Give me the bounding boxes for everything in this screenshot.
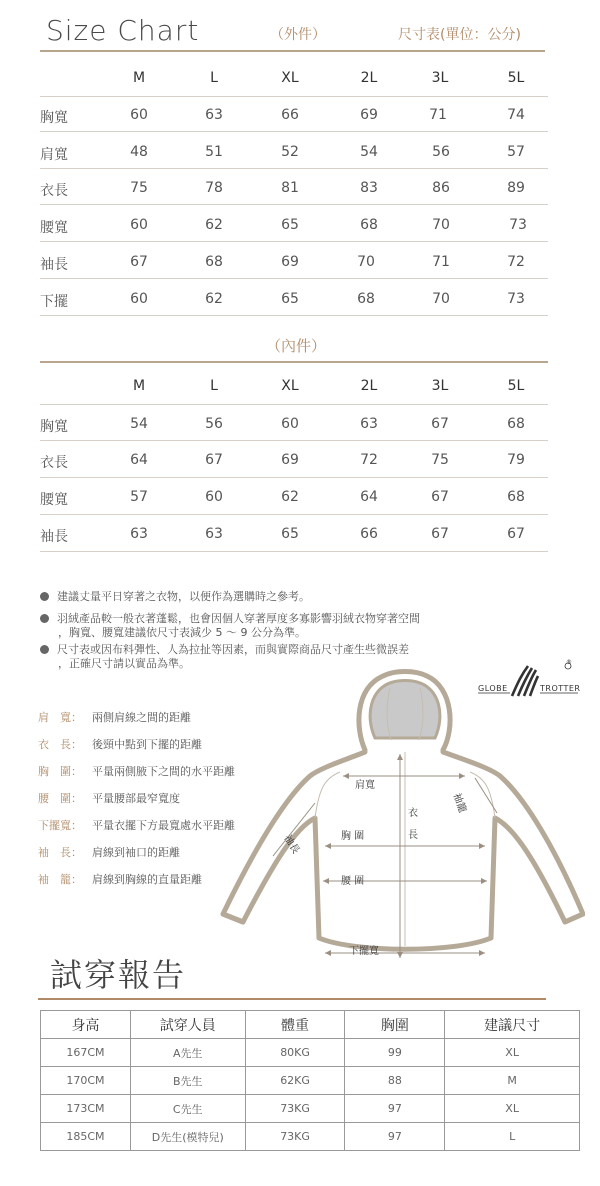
table-cell: B先生 xyxy=(130,1067,245,1095)
table-cell: 63 xyxy=(205,526,223,542)
table-row xyxy=(41,1039,580,1067)
length-label-1: 衣 xyxy=(408,808,418,819)
definition-key: 腰 圍： xyxy=(38,792,82,805)
row-divider xyxy=(40,204,548,205)
table-cell: 70 xyxy=(432,291,450,307)
table-cell: 97 xyxy=(345,1123,445,1151)
definition-item xyxy=(38,844,180,860)
table-cell: A先生 xyxy=(130,1039,245,1067)
table-cell: 71 xyxy=(432,254,450,270)
table-cell: 56 xyxy=(205,416,223,432)
column-header: L xyxy=(210,378,218,394)
table-cell: 173CM xyxy=(41,1095,131,1123)
definition-item xyxy=(38,709,191,725)
hem-width-label: 下擺寬 xyxy=(349,946,379,957)
row-label: 腰寬 xyxy=(40,220,68,236)
table-cell: 64 xyxy=(360,489,378,505)
note-item xyxy=(40,612,420,640)
armhole-label: 袖籠 xyxy=(450,791,468,815)
table-cell: 80KG xyxy=(245,1039,345,1067)
table-row xyxy=(41,1095,580,1123)
table-cell: 51 xyxy=(205,144,223,160)
table-cell: 74 xyxy=(507,107,525,123)
note-text: 建議丈量平日穿著之衣物，以便作為選購時之參考。 xyxy=(57,590,310,603)
table-cell: 68 xyxy=(205,254,223,270)
table-cell: 99 xyxy=(345,1039,445,1067)
table-cell: 62 xyxy=(281,489,299,505)
table-cell: 67 xyxy=(431,416,449,432)
row-divider xyxy=(40,477,548,478)
row-label: 下擺 xyxy=(40,294,68,310)
table-cell: 52 xyxy=(281,144,299,160)
table-row xyxy=(41,1067,580,1095)
table-cell: C先生 xyxy=(130,1095,245,1123)
table-cell: 67 xyxy=(431,526,449,542)
definition-item xyxy=(38,763,235,779)
column-header: 建議尺寸 xyxy=(445,1011,580,1039)
table-cell: 63 xyxy=(130,526,148,542)
bullet-icon xyxy=(40,645,49,654)
table-cell: 69 xyxy=(360,107,378,123)
table-cell: 86 xyxy=(432,180,450,196)
column-header: 試穿人員 xyxy=(130,1011,245,1039)
definition-key: 袖 籠： xyxy=(38,873,82,886)
table-cell: 68 xyxy=(357,291,375,307)
inner-garment-tag: （內件） xyxy=(266,337,327,355)
definition-key: 衣 長： xyxy=(38,738,82,751)
note-text: ，胸寬、腰寬建議依尺寸表減少 5 ～ 9 公分為準。 xyxy=(58,626,306,639)
table-cell: 69 xyxy=(281,254,299,270)
table-cell: 65 xyxy=(281,217,299,233)
definition-key: 胸 圍： xyxy=(38,765,82,778)
definition-item xyxy=(38,790,180,806)
bullet-icon xyxy=(40,592,49,601)
table-cell: 67 xyxy=(431,489,449,505)
row-divider xyxy=(40,404,548,405)
outer-size-table xyxy=(0,0,600,320)
table-cell: 65 xyxy=(281,291,299,307)
table-cell: 62KG xyxy=(245,1067,345,1095)
table-cell: 75 xyxy=(130,180,148,196)
note-item xyxy=(40,590,310,604)
table-cell: 83 xyxy=(360,180,378,196)
column-header: 2L xyxy=(360,378,378,394)
sleeve-length-label: 袖長 xyxy=(281,833,302,856)
row-divider xyxy=(40,551,548,552)
table-cell: 54 xyxy=(130,416,148,432)
column-header: 5L xyxy=(507,378,525,394)
definition-text: 平量衣擺下方最寬處水平距離 xyxy=(92,819,235,832)
definition-key: 下擺寬： xyxy=(38,819,82,832)
table-cell: 57 xyxy=(130,489,148,505)
row-label: 衣長 xyxy=(40,183,68,199)
table-cell: 60 xyxy=(205,489,223,505)
table-cell: 72 xyxy=(360,452,378,468)
note-text: 尺寸表或因布料彈性、人為拉扯等因素，而與實際商品尺寸產生些微誤差 xyxy=(57,643,409,656)
table-cell: 67 xyxy=(130,254,148,270)
length-label-2: 長 xyxy=(408,830,418,841)
definition-item xyxy=(38,736,202,752)
column-header: M xyxy=(132,70,146,86)
table-cell: 167CM xyxy=(41,1039,131,1067)
row-label: 肩寬 xyxy=(40,147,68,163)
table-cell: 60 xyxy=(130,217,148,233)
brand-left-text: GLOBE xyxy=(478,684,508,693)
definition-text: 平量腰部最窄寬度 xyxy=(92,792,180,805)
table-header-row xyxy=(41,1011,580,1039)
column-header: 胸圍 xyxy=(345,1011,445,1039)
definition-text: 兩側肩線之間的距離 xyxy=(92,711,191,724)
row-divider xyxy=(40,278,548,279)
table-cell: 68 xyxy=(507,489,525,505)
column-header: 3L xyxy=(431,70,449,86)
bullet-icon xyxy=(40,614,49,623)
table-cell: XL xyxy=(445,1095,580,1123)
table-cell: 89 xyxy=(507,180,525,196)
table-cell: 75 xyxy=(431,452,449,468)
row-label: 胸寬 xyxy=(40,110,68,126)
row-divider xyxy=(40,440,548,441)
note-text: ，正確尺寸請以實品為準。 xyxy=(58,657,190,670)
table-cell: 73KG xyxy=(245,1123,345,1151)
table-cell: 63 xyxy=(360,416,378,432)
table-row xyxy=(41,1123,580,1151)
table-cell: 56 xyxy=(432,144,450,160)
inner-divider xyxy=(40,361,548,363)
row-divider xyxy=(40,241,548,242)
row-label: 腰寬 xyxy=(40,492,68,508)
table-cell: 67 xyxy=(507,526,525,542)
row-divider xyxy=(40,131,548,132)
column-header: XL xyxy=(281,70,299,86)
table-cell: 97 xyxy=(345,1095,445,1123)
row-label: 衣長 xyxy=(40,455,68,471)
column-header: 身高 xyxy=(41,1011,131,1039)
definition-key: 袖 長： xyxy=(38,846,82,859)
table-cell: 62 xyxy=(205,217,223,233)
trial-report-title: 試穿報告 xyxy=(50,956,187,994)
note-text: 羽絨產品較一般衣著蓬鬆，也會因個人穿著厚度多寡影響羽絨衣物穿著空間 xyxy=(57,612,420,625)
row-divider xyxy=(40,96,548,97)
table-cell: 66 xyxy=(360,526,378,542)
table-cell: 70 xyxy=(357,254,375,270)
table-cell: 72 xyxy=(507,254,525,270)
definition-key: 肩 寬： xyxy=(38,711,82,724)
shoulder-width-label: 肩寬 xyxy=(355,780,375,791)
table-cell: XL xyxy=(445,1039,580,1067)
size-chart-title: Size Chart xyxy=(46,14,200,47)
table-cell: 66 xyxy=(281,107,299,123)
outer-garment-tag: （外件） xyxy=(270,27,326,43)
hooded-jacket-icon xyxy=(215,668,585,968)
definition-text: 肩線到胸線的直量距離 xyxy=(92,873,202,886)
waist-label: 腰 圍 xyxy=(341,876,365,887)
row-divider xyxy=(40,168,548,169)
column-header: XL xyxy=(281,378,299,394)
table-cell: 79 xyxy=(507,452,525,468)
row-divider xyxy=(40,514,548,515)
column-header: L xyxy=(210,70,218,86)
unit-note: 尺寸表(單位：公分) xyxy=(398,27,521,43)
table-cell: 73 xyxy=(507,291,525,307)
row-divider xyxy=(40,315,548,316)
table-cell: 60 xyxy=(130,291,148,307)
table-cell: 62 xyxy=(205,291,223,307)
table-cell: 54 xyxy=(360,144,378,160)
column-header: M xyxy=(132,378,146,394)
registered-mark: ® xyxy=(566,659,572,666)
table-cell: 64 xyxy=(130,452,148,468)
trial-report-table xyxy=(40,1010,580,1151)
table-cell: 73 xyxy=(509,217,527,233)
table-cell: 88 xyxy=(345,1067,445,1095)
table-cell: 65 xyxy=(281,526,299,542)
trial-divider xyxy=(38,998,546,1000)
table-cell: 68 xyxy=(507,416,525,432)
row-label: 胸寬 xyxy=(40,419,68,435)
table-cell: 60 xyxy=(281,416,299,432)
table-cell: 68 xyxy=(360,217,378,233)
definition-text: 平量兩側腋下之間的水平距離 xyxy=(92,765,235,778)
table-cell: M xyxy=(445,1067,580,1095)
table-cell: 73KG xyxy=(245,1095,345,1123)
definition-item xyxy=(38,817,235,833)
table-cell: 69 xyxy=(281,452,299,468)
table-cell: 78 xyxy=(205,180,223,196)
brand-right-text: TROTTER xyxy=(540,684,581,693)
table-cell: D先生(模特兒) xyxy=(130,1123,245,1151)
table-cell: 60 xyxy=(130,107,148,123)
table-cell: 185CM xyxy=(41,1123,131,1151)
table-cell: 81 xyxy=(281,180,299,196)
column-header: 5L xyxy=(507,70,525,86)
table-cell: 170CM xyxy=(41,1067,131,1095)
jacket-diagram xyxy=(215,668,585,968)
table-cell: 48 xyxy=(130,144,148,160)
table-cell: 57 xyxy=(507,144,525,160)
definition-text: 後頸中點到下擺的距離 xyxy=(92,738,202,751)
column-header: 體重 xyxy=(245,1011,345,1039)
chest-label: 胸 圍 xyxy=(341,831,365,842)
table-cell: 70 xyxy=(432,217,450,233)
table-cell: L xyxy=(445,1123,580,1151)
table-cell: 71 xyxy=(429,107,447,123)
column-header: 3L xyxy=(431,378,449,394)
definition-item xyxy=(38,871,202,887)
column-header: 2L xyxy=(360,70,378,86)
note-item xyxy=(40,643,409,671)
row-label: 袖長 xyxy=(40,257,68,273)
row-label: 袖長 xyxy=(40,529,68,545)
definition-text: 肩線到袖口的距離 xyxy=(92,846,180,859)
table-cell: 63 xyxy=(205,107,223,123)
table-cell: 67 xyxy=(205,452,223,468)
